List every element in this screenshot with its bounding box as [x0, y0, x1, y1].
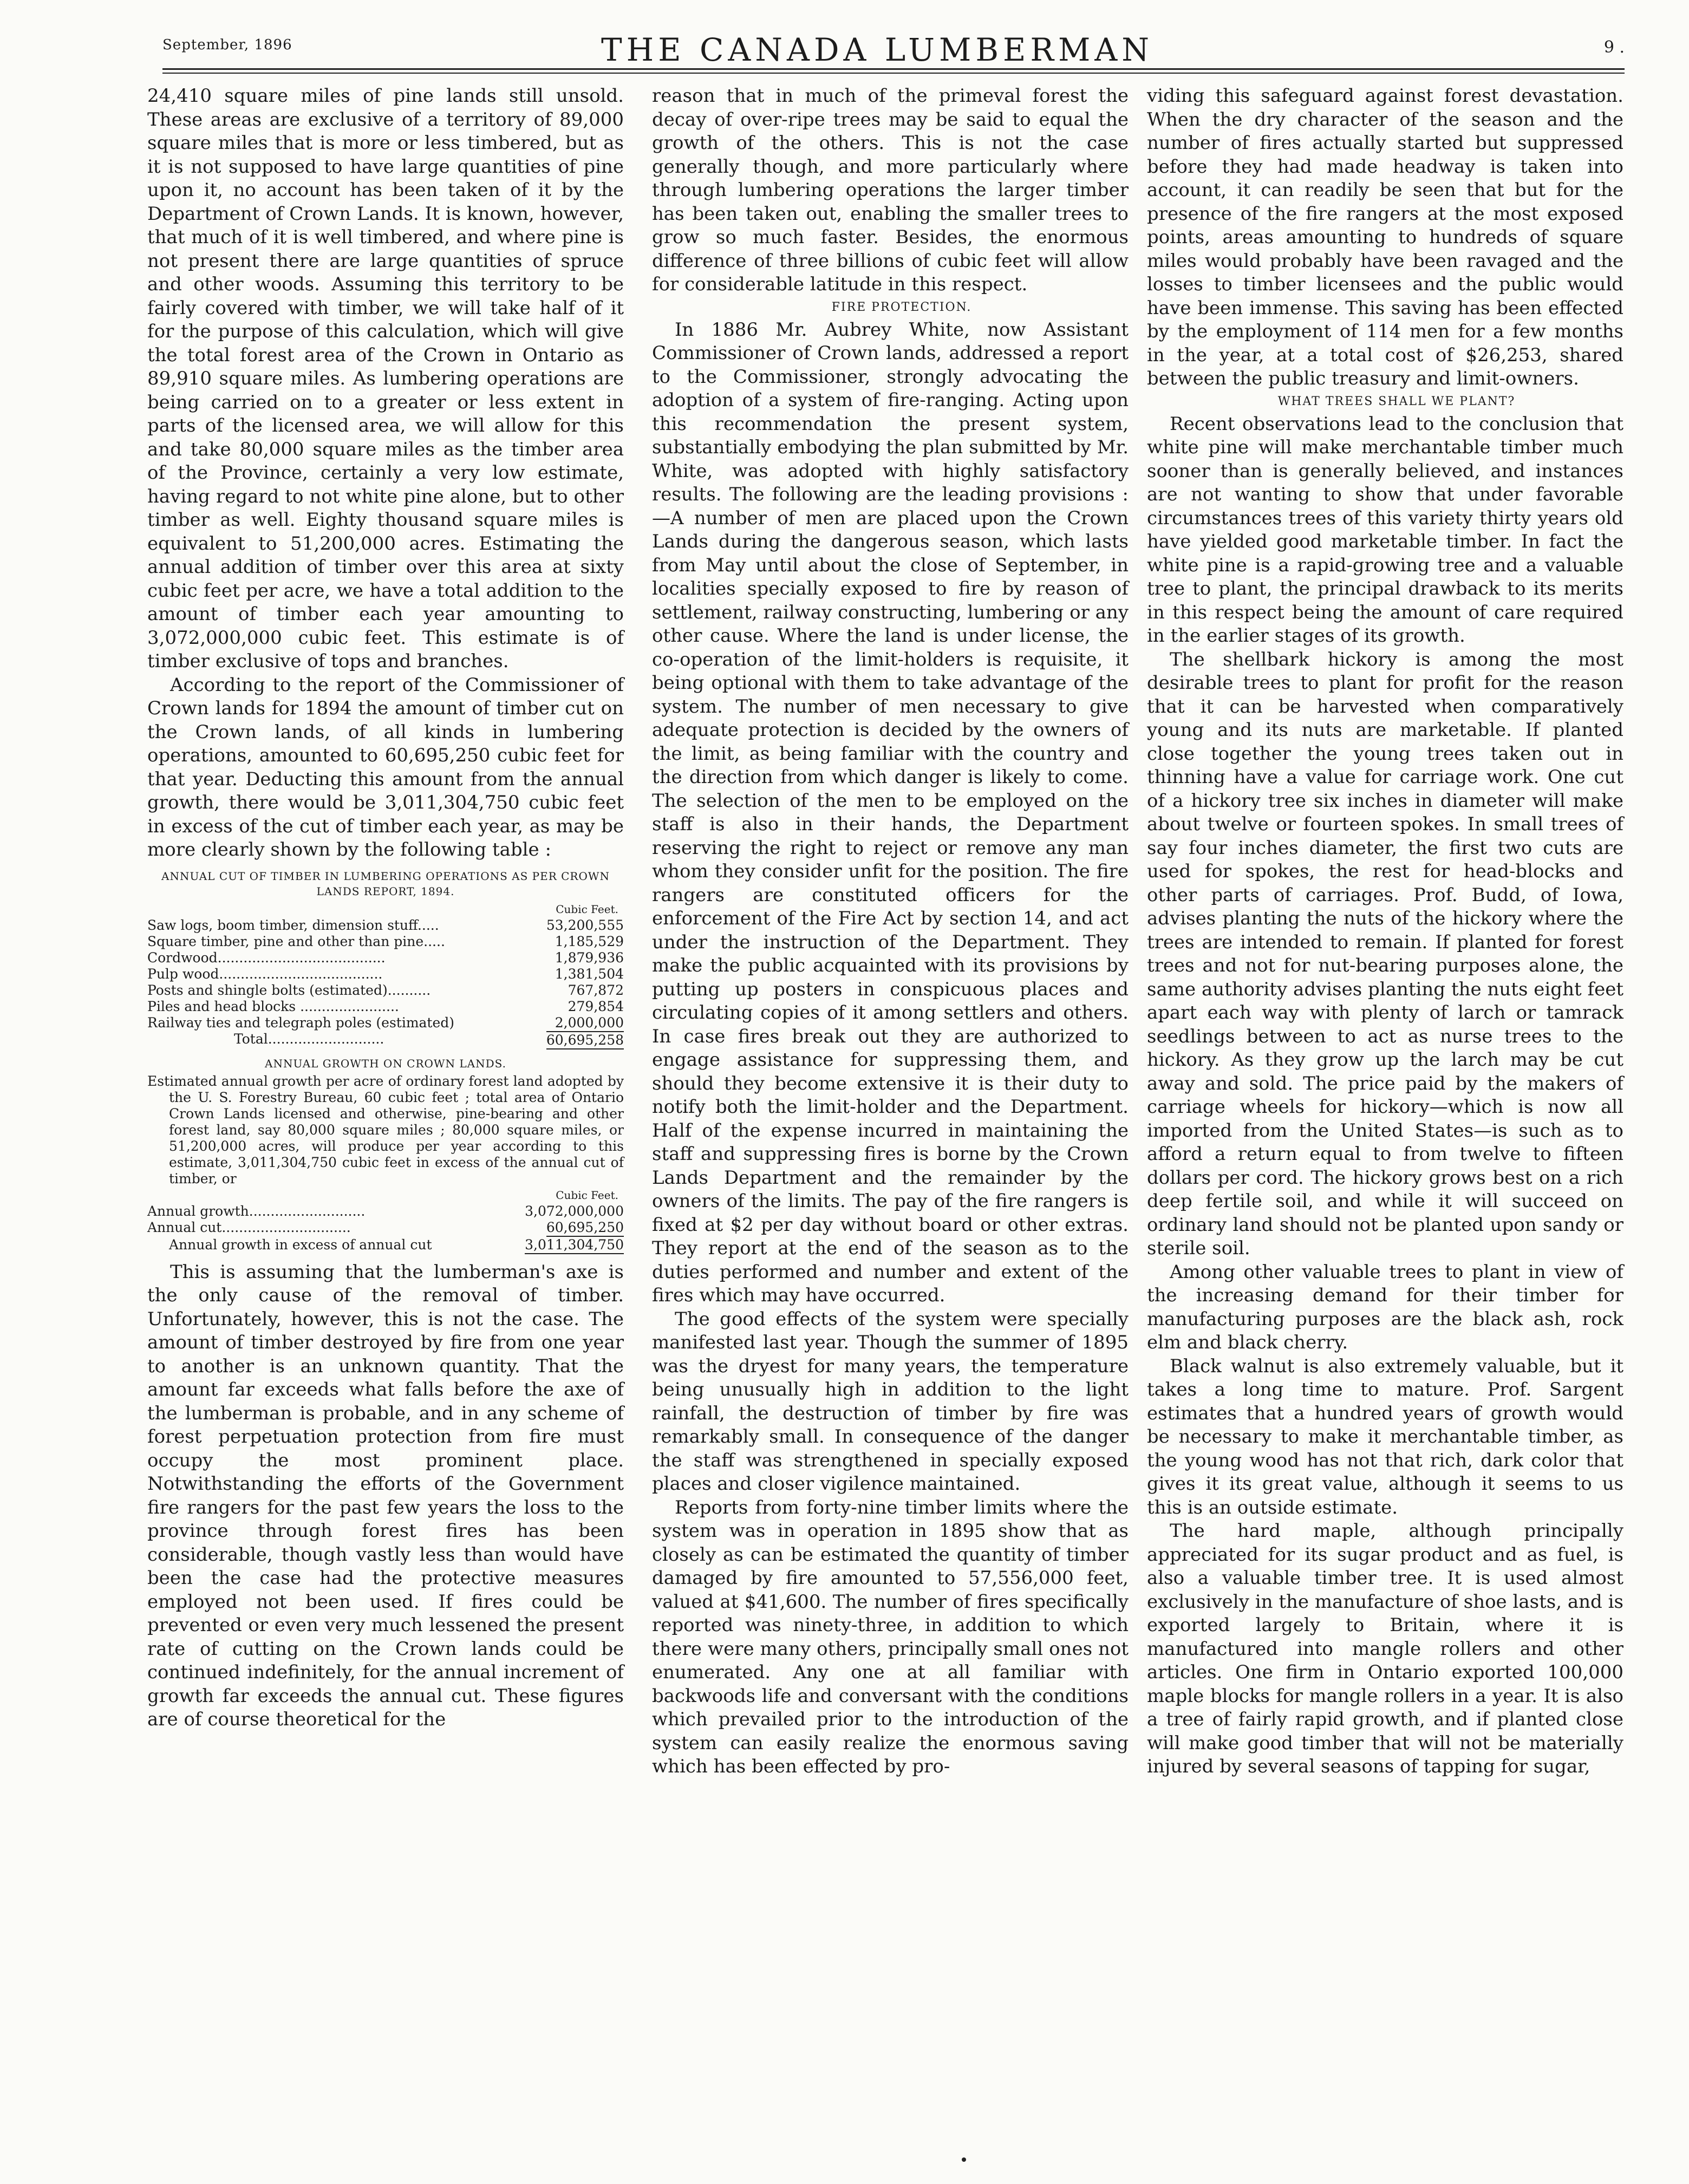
total-label: Annual growth in excess of annual cut — [169, 1236, 432, 1253]
page-number: 9 . — [1603, 38, 1625, 57]
newspaper-title: THE CANADA LUMBERMAN — [601, 31, 1154, 68]
table-row — [147, 999, 624, 1015]
row-value: 767,872 — [568, 982, 624, 998]
row-label: Cordwood....................................... — [147, 949, 386, 966]
issue-date: September, 1896 — [162, 37, 292, 53]
row-label: Annual cut.............................. — [147, 1219, 351, 1235]
table-total-row — [147, 1031, 624, 1049]
paragraph: Black walnut is also extremely valuable, but it takes a long time to mature. Prof. Sargent estimates that a hundred years of growth would be necessary to make it merchantable timber, as the young wood has not that rich, dark color that gives it its great value, although it seems to us this is an outside estimate. — [1147, 1355, 1623, 1518]
paragraph: Among other valuable trees to plant in view of the increasing demand for their timber for manufacturing purposes are the black ash, rock elm and black cherry. — [1147, 1261, 1623, 1353]
paragraph: 24,410 square miles of pine lands still unsold. These areas are exclusive of a territory of 89,000 square miles that is more or less timbered, but as it is not supposed to have large quantities of pine upon it, no account has been taken of it by the Department of Crown Lands. It is known, however, that much of it is well timbered, and where pine is not present there are large quantities of spruce and other woods. Assuming this territory to be fairly covered with timber, we will take half of it for the purpose of this calculation, which will give the total forest area of the Crown in Ontario as 89,910 square miles. As lumbering operations are being carried on to a greater or less extent in parts of the licensed area, we will allow for this and take 80,000 square miles as the timber area of the Province, certainly a very low estimate, having regard to not white pine alone, but to other timber as well. Eighty thousand square miles is equivalent to 51,200,000 acres. Estimating the annual addition of timber over this area at sixty cubic feet per acre, we have a total addition to the amount of timber each year amounting to 3,072,000,000 cubic feet. This estimate is of timber exclusive of tops and branches. — [147, 85, 624, 672]
table-title: ANNUAL GROWTH ON CROWN LANDS. — [265, 1057, 506, 1070]
total-label: Total........................... — [234, 1031, 384, 1047]
header-rule — [162, 68, 1625, 70]
row-label: Pulp wood...................................... — [147, 966, 383, 982]
column-3 — [1147, 84, 1623, 1779]
table-row — [147, 1203, 624, 1220]
unit-header: Cubic Feet. — [556, 1188, 618, 1202]
row-label: Square timber, pine and other than pine..... — [147, 933, 445, 949]
paragraph: The hard maple, although principally appreciated for its sugar product and as fuel, is also a valuable timber tree. It is used almost exclusively in the manufacture of shoe lasts, and is exported largely to Britain, where it is manufactured into mangle rollers and other articles. One firm in Ontario exported 100,000 maple blocks for mangle rollers in a year. It is also a tree of fairly rapid growth, and if planted close will make good timber that will not be materially injured by several seasons of tapping for sugar, — [1147, 1520, 1623, 1777]
row-value: 53,200,555 — [546, 917, 624, 933]
total-value: 60,695,258 — [546, 1031, 624, 1049]
annual-cut-table — [147, 901, 624, 1049]
paragraph: The shellbark hickory is among the most desirable trees to plant for profit for the reason that it can be harvested when comparatively young and its nuts are marketable. If planted close together the young trees taken out in thinning have a value for carriage work. One cut of a hickory tree six inches in diameter will make about twelve or fourteen spokes. In small trees of say four inches diameter, the first two cuts are used for spokes, the rest for head-blocks and other parts of carriages. Prof. Budd, of Iowa, advises planting the nuts of the hickory where the trees are intended to remain. If planted for forest trees and not for nut-bearing purposes alone, the same authority advises planting the nuts eight feet apart each way with plenty of larch or tamrack seedlings between to act as nurse trees to the hickory. As they grow up the larch may be cut away and sold. The price paid by the makers of carriage wheels for hickory—which is now all imported from the United States—is such as to afford a return equal to from twelve to fifteen dollars per cord. The hickory grows best on a rich deep fertile soil, and while it will succeed on ordinary land should not be planted upon sandy or sterile soil. — [1147, 648, 1623, 1259]
table-row — [147, 1015, 624, 1031]
page-header — [162, 31, 1625, 68]
table-row — [147, 950, 624, 966]
row-value: 1,879,936 — [555, 949, 624, 966]
row-value: 1,381,504 — [555, 966, 624, 982]
paragraph: viding this safeguard against forest devastation. When the dry character of the season and the number of fires actually started but suppressed before they had made headway is taken into account, it can readily be seen that but for the presence of the fire rangers at the most exposed points, areas amounting to hundreds of square miles would probably have been ravaged and the losses to timber licensees and the public would have been immense. This saving has been effected by the employment of 114 men for a few months in the year, at a total cost of $26,253, shared between the public treasury and limit-owners. — [1147, 85, 1623, 389]
paragraph: Reports from forty-nine timber limits where the system was in operation in 1895 show that as closely as can be estimated the quantity of timber damaged by fire amounted to 57,556,000 feet, valued at $41,600. The number of fires specifically reported was ninety-three, in addition to which there were many others, principally small ones not enumerated. Any one at all familiar with backwoods life and conversant with the conditions which prevailed prior to the introduction of the system can easily realize the enormous saving which has been effected by pro- — [652, 1496, 1129, 1777]
section-heading-trees: WHAT TREES SHALL WE PLANT? — [1277, 394, 1516, 408]
row-value: 3,072,000,000 — [525, 1203, 624, 1219]
row-label: Annual growth........................... — [147, 1203, 366, 1219]
table-row — [147, 917, 624, 934]
table-total-row — [147, 1237, 624, 1254]
row-value: 1,185,529 — [555, 933, 624, 949]
row-label: Railway ties and telegraph poles (estimated) — [147, 1014, 455, 1031]
paragraph: Recent observations lead to the conclusion that white pine will make merchantable timber much sooner than is generally believed, and instances are not wanting to show that under favorable circumstances trees of this variety thirty years old have yielded good marketable timber. In fact the white pine is a rapid-growing tree and a valuable tree to plant, the principal drawback to its merits in this respect being the amount of care required in the earlier stages of its growth. — [1147, 413, 1623, 647]
table-row — [147, 1220, 624, 1237]
row-label: Saw logs, boom timber, dimension stuff..... — [147, 917, 439, 933]
print-mark — [962, 2157, 966, 2162]
row-value: 279,854 — [568, 998, 624, 1014]
column-1 — [147, 84, 624, 1732]
column-2 — [652, 84, 1129, 1779]
row-value: 2,000,000 — [555, 1014, 624, 1031]
section-heading-fire-protection: FIRE PROTECTION. — [831, 300, 972, 314]
growth-estimate-text: Estimated annual growth per acre of ordinary forest land adopted by the U. S. Forestry Bureau, 60 cubic feet ; total area of Ontario Crown Lands licensed and otherwise, pine-bearing and other forest land, say 80,000 square miles ; 80,000 square miles, or 51,200,000 acres, will produce per year according to this estimate, 3,011,304,750 cubic feet in excess of the annual cut of timber, or — [147, 1073, 624, 1186]
header-rule-thin — [162, 73, 1625, 74]
table-row — [147, 966, 624, 982]
table-row — [147, 982, 624, 999]
row-label: Piles and head blocks ....................... — [147, 998, 399, 1014]
paragraph: In 1886 Mr. Aubrey White, now Assistant Commissioner of Crown lands, addressed a report to the Commissioner, strongly advocating the adoption of a system of fire-ranging. Acting upon this recommendation the present system, substantially embodying the plan submitted by Mr. White, was adopted with highly satisfactory results. The following are the leading provisions :—A number of men are placed upon the Crown Lands during the dangerous season, which lasts from May until about the close of September, in localities specially exposed to fire by reason of settlement, railway constructing, lumbering or any other cause. Where the land is under license, the co-operation of the limit-holders is requisite, it being optional with them to take advantage of the system. The number of men necessary to give adequate protection is decided by the owners of the limit, as being familiar with the country and the direction from which danger is likely to come. The selection of the men to be employed on the staff is also in their hands, the Department reserving the right to reject or remove any man whom they consider unfit for the position. The fire rangers are constituted officers for the enforcement of the Fire Act by section 14, and act under the instruction of the Department. They make the public acquainted with its provisions by putting up posters in conspicuous places and circulating copies of it among settlers and others. In case fires break out they are authorized to engage assistance for suppressing them, and should they become extensive it is their duty to notify both the limit-holder and the Department. Half of the expense incurred in maintaining the staff and suppressing fires is borne by the Crown Lands Department and the remainder by the owners of the limits. The pay of the fire rangers is fixed at $2 per day without board or other extras. They report at the end of the season as to the duties performed and number and extent of the fires which may have occurred. — [652, 318, 1129, 1306]
table-row — [147, 934, 624, 950]
paragraph: reason that in much of the primeval forest the decay of over-ripe trees may be said to equal the growth of the others. This is not the case generally though, and more particularly where through lumbering operations the larger timber has been taken out, enabling the smaller trees to grow so much faster. Besides, the enormous difference of three billions of cubic feet will allow for considerable latitude in this respect. — [652, 85, 1129, 295]
unit-header: Cubic Feet. — [556, 902, 618, 916]
paragraph: According to the report of the Commissioner of Crown lands for 1894 the amount of timber cut on the Crown lands, of all kinds in lumbering operations, amounted to 60,695,250 cubic feet for that year. Deducting this amount from the annual growth, there would be 3,011,304,750 cubic feet in excess of the cut of timber each year, as may be more clearly shown by the following table : — [147, 674, 624, 860]
table-title: ANNUAL CUT OF TIMBER IN LUMBERING OPERATIONS AS PER CROWN LANDS REPORT, 1894. — [161, 869, 610, 898]
row-label: Posts and shingle bolts (estimated).......... — [147, 982, 431, 998]
paragraph: This is assuming that the lumberman's axe is the only cause of the removal of timber. Unfortunately, however, this is not the case. The amount of timber destroyed by fire from one year to another is an unknown quantity. That the amount far exceeds what falls before the axe of the lumberman is probable, and in any scheme of forest perpetuation protection from fire must occupy the most prominent place. Notwithstanding the efforts of the Government fire rangers for the past few years the loss to the province through forest fires has been considerable, though vastly less than would have been the case had the protective measures employed not been used. If fires could be prevented or even very much lessened the present rate of cutting on the Crown lands could be continued indefinitely, for the annual increment of growth far exceeds the annual cut. These figures are of course theoretical for the — [147, 1261, 624, 1730]
paragraph: The good effects of the system were specially manifested last year. Though the summer of 1895 was the dryest for many years, the temperature being unusually high in addition to the light rainfall, the destruction of timber by fire was remarkably small. In consequence of the danger the staff was strengthened in specially exposed places and closer vigilence maintained. — [652, 1308, 1129, 1495]
total-value: 3,011,304,750 — [525, 1237, 624, 1254]
row-value: 60,695,250 — [546, 1220, 624, 1237]
annual-growth-table — [147, 1073, 624, 1254]
